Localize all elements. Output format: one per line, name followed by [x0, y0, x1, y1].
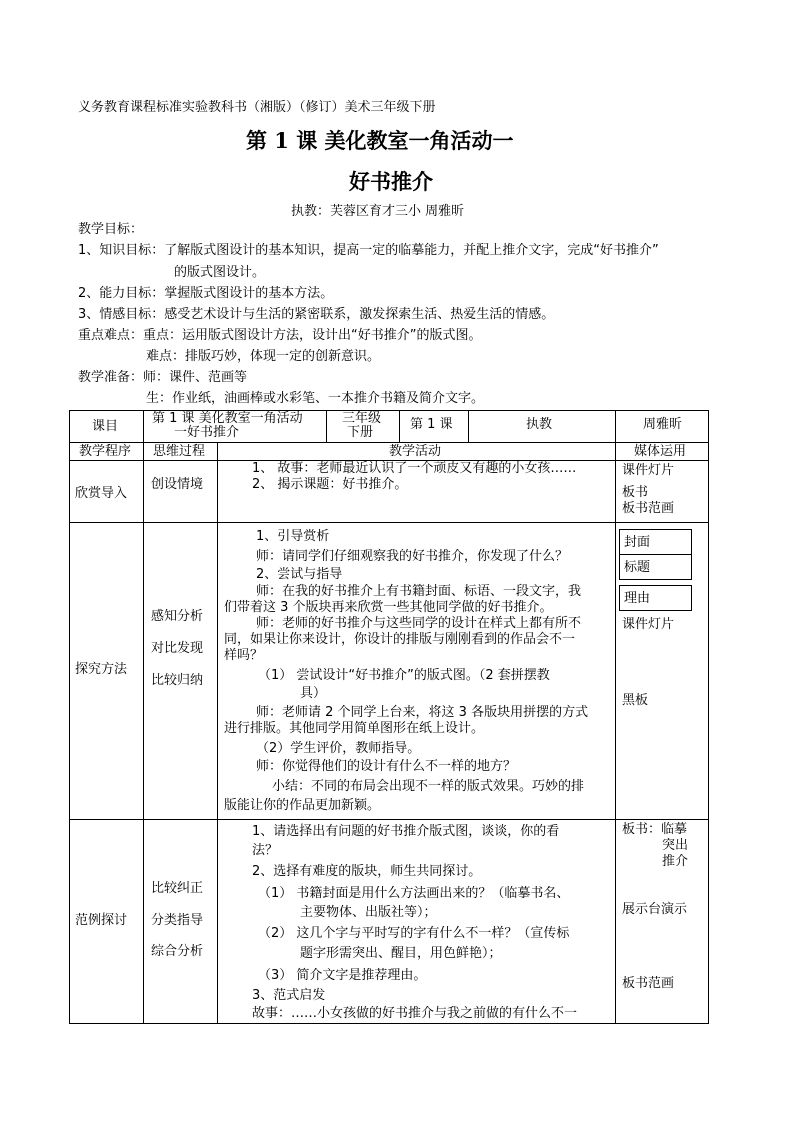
media-cell: [616, 461, 709, 523]
page-subtitle: 好书推介: [349, 169, 433, 194]
layout-block-reason: 理由: [619, 585, 692, 611]
stage-explore: 探究方法: [75, 662, 128, 677]
activity-line: 2、选择有难度的版块，师生共同探讨。: [252, 864, 482, 879]
stage-cell: [70, 820, 144, 1024]
knowledge-objective-cont: 的版式图设计。: [174, 265, 266, 280]
activity-line: （2） 这几个字与平时写的字有什么不一样？（宣传标: [258, 926, 570, 941]
col-header-media: [616, 443, 709, 461]
activity-line: 版能让你的作品更加新颖。: [224, 798, 381, 813]
activity-line: 1、 故事：老师最近认识了一个顽皮又有趣的小女孩……: [252, 461, 577, 476]
media-item: 板书：临摹: [622, 822, 688, 837]
student-prep: 生：作业纸，油画棒或水彩笔、一本推介书籍及简介文字。: [146, 391, 485, 406]
knowledge-objective: 1、知识目标：了解版式图设计的基本知识，提高一定的临摹能力，并配上推介文字，完成“好书推介”: [78, 243, 659, 258]
layout-block-title: 标题: [619, 554, 692, 580]
teacher-line: 执教：芙蓉区育才三小 周雅昕: [291, 204, 465, 219]
media-item: 板书范画: [622, 501, 675, 516]
lesson-title-line2: 一好书推介: [174, 425, 240, 440]
lesson-title-cell: [144, 411, 327, 443]
activity-line: （1） 书籍封面是用什么方法画出来的？（临摹书名、: [258, 886, 570, 901]
media-item: 板书: [622, 485, 649, 500]
lesson-no-cell: [400, 411, 469, 443]
activity-line: 1、引导赏析: [256, 529, 330, 544]
table-row: [70, 411, 709, 443]
activity-line: 2、尝试与指导: [256, 567, 343, 582]
activity-line: 师：老师请 2 个同学上台来，将这 3 各版块用拼摆的方式: [256, 705, 589, 720]
activity-line: 样吗？: [224, 648, 264, 663]
stage-cell: [70, 523, 144, 820]
table-row: [70, 523, 709, 820]
stage-cell: [70, 461, 144, 523]
grade-line2: 下册: [347, 425, 374, 440]
teacher-name: 周雅昕: [643, 417, 683, 432]
media-cell: [616, 523, 709, 820]
teach-label-cell: [469, 411, 616, 443]
activity-line: 师：你觉得他们的设计有什么不一样的地方？: [256, 759, 517, 774]
activity-cell: [218, 820, 616, 1024]
difficult-point: 难点：排版巧妙，体现一定的创新意识。: [146, 349, 381, 364]
series-title: 义务教育课程标准实验教科书（湘版）（修订）美术三年级下册: [78, 100, 436, 115]
thinking-item: 比较纠正: [151, 881, 204, 896]
activity-line: 进行排版。其他同学用简单图形在纸上设计。: [224, 721, 485, 736]
stage-example: 范例探讨: [75, 913, 128, 928]
media-item: 课件灯片: [622, 617, 675, 632]
page-title: 第 1 课 美化教室一角活动一: [246, 128, 514, 153]
teach-label: 执教: [526, 417, 553, 432]
thinking-item: 感知分析: [151, 609, 204, 624]
header-media: 媒体运用: [634, 444, 687, 459]
activity-line: 3、范式启发: [252, 988, 326, 1003]
activity-line: 师：老师的好书推介与这些同学的设计在样式上都有所不: [256, 616, 582, 631]
layout-block-cover: 封面: [619, 529, 692, 555]
thinking-item: 分类指导: [151, 913, 204, 928]
header-activity: 教学活动: [389, 444, 442, 459]
activity-line: （2）学生评价，教师指导。: [256, 741, 421, 756]
thinking-cell: [144, 523, 218, 820]
thinking-item: 比较归纳: [151, 673, 204, 688]
activity-line: 主要物体、出版社等）；: [300, 905, 437, 920]
activity-line: 同，如果让你来设计，你设计的排版与刚刚看到的作品会不一: [224, 632, 576, 647]
activity-cell: [218, 461, 616, 523]
activity-line: 故事：……小女孩做的好书推介与我之前做的有什么不一: [252, 1006, 578, 1021]
media-item: 课件灯片: [622, 463, 675, 478]
teacher-cell: [616, 411, 709, 443]
media-item: 推介: [662, 854, 689, 869]
table-header-row: [70, 443, 709, 461]
thinking-cell: [144, 820, 218, 1024]
activity-line: 小结：不同的布局会出现不一样的版式效果。巧妙的排: [272, 779, 585, 794]
media-cell: [616, 820, 709, 1024]
emotion-objective: 3、情感目标：感受艺术设计与生活的紧密联系，激发探索生活、热爱生活的情感。: [78, 307, 555, 322]
media-item: 突出: [662, 838, 689, 853]
subject-label: 课目: [92, 419, 119, 434]
teacher-prep: 教学准备：师：课件、范画等: [78, 370, 248, 385]
col-header-procedure: [70, 443, 144, 461]
objectives-heading: 教学目标：: [78, 222, 144, 237]
lesson-number: 第 1 课: [410, 417, 453, 432]
subject-label-cell: [70, 411, 144, 443]
thinking-appreciate: 创设情境: [151, 477, 204, 492]
activity-line: 师：请同学们仔细观察我的好书推介，你发现了什么？: [256, 549, 569, 564]
activity-line: 具）: [300, 686, 327, 701]
activity-line: 1、请选择出有问题的好书推介版式图，谈谈，你的看: [252, 824, 560, 839]
grade-cell: [327, 411, 400, 443]
activity-line: 法？: [252, 843, 279, 858]
table-row: [70, 461, 709, 523]
activity-line: （3） 简介文字是推荐理由。: [258, 968, 427, 983]
activity-line: 们带着这 3 个版块再来欣赏一些其他同学做的好书推介。: [224, 600, 553, 615]
media-item: 黑板: [622, 693, 649, 708]
header-thinking: 思维过程: [153, 444, 206, 459]
table-row: [70, 820, 709, 1024]
lesson-table: [69, 410, 709, 1024]
header-procedure: 教学程序: [79, 444, 132, 459]
activity-line: 师：在我的好书推介上有书籍封面、标语、一段文字，我: [256, 584, 582, 599]
media-item: 展示台演示: [622, 902, 688, 917]
stage-appreciate: 欣赏导入: [75, 486, 128, 501]
media-item: 板书范画: [622, 976, 675, 991]
grade-line1: 三年级: [342, 411, 382, 426]
thinking-item: 对比发现: [151, 641, 204, 656]
thinking-cell: [144, 461, 218, 523]
activity-line: 题字形需突出、醒目，用色鲜艳）；: [300, 946, 502, 961]
activity-cell: [218, 523, 616, 820]
col-header-activity: [218, 443, 616, 461]
lesson-title-line1: 第 1 课 美化教室一角活动: [152, 411, 303, 426]
col-header-thinking: [144, 443, 218, 461]
activity-line: （1） 尝试设计“好书推介”的版式图。（2 套拼摆教: [258, 668, 550, 683]
thinking-item: 综合分析: [151, 944, 204, 959]
ability-objective: 2、能力目标：掌握版式图设计的基本方法。: [78, 286, 334, 301]
key-point: 重点难点：重点：运用版式图设计方法，设计出“好书推介”的版式图。: [78, 328, 482, 343]
activity-line: 2、 揭示课题：好书推介。: [252, 477, 408, 492]
